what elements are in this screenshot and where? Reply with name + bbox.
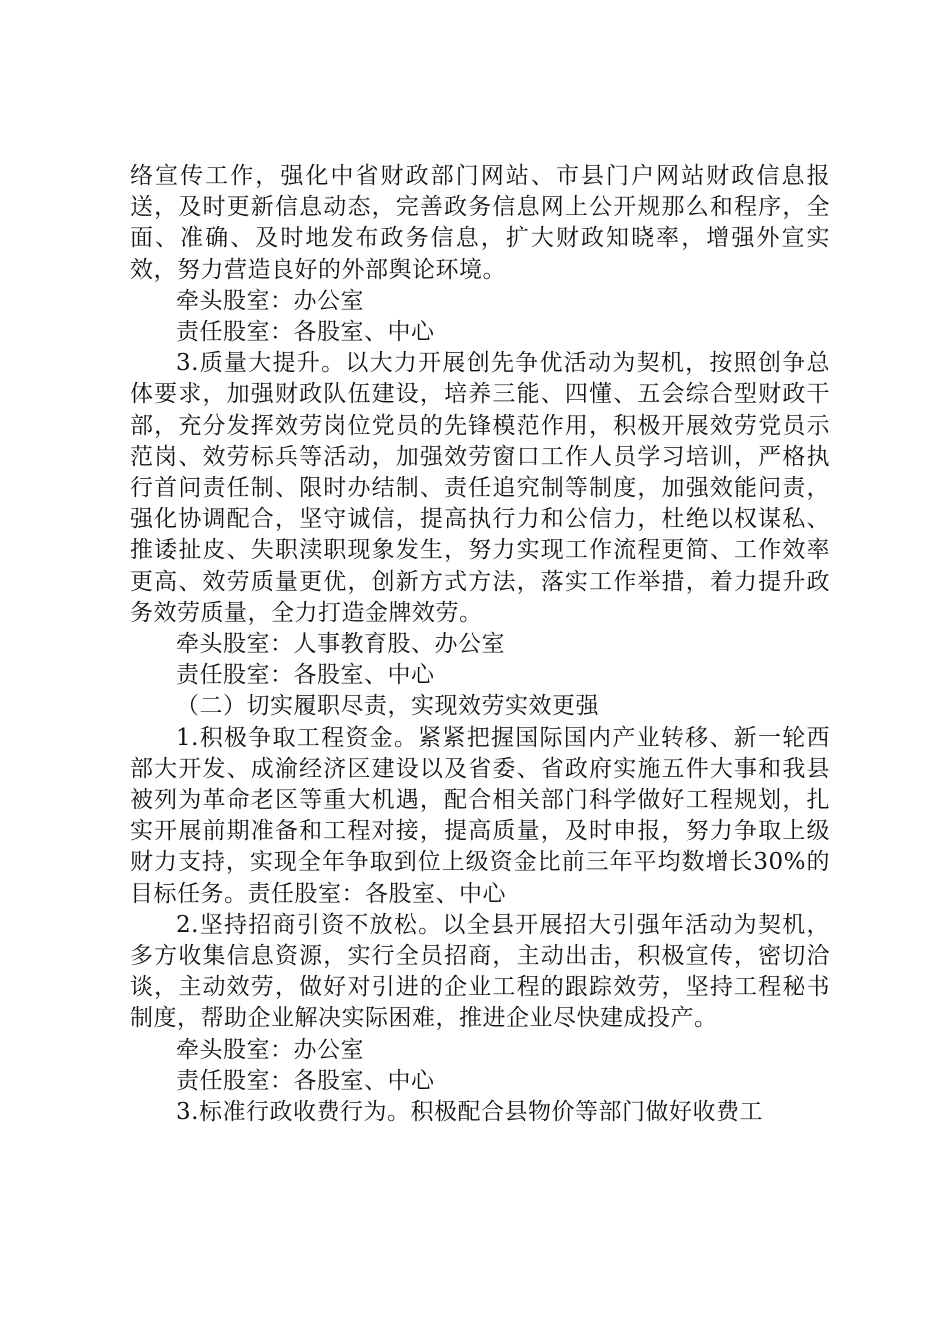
responsible-office-line: 责任股室：各股室、中心 [176, 662, 435, 689]
lead-office-line: 牵头股室：办公室 [176, 1036, 364, 1063]
paragraph: 2.坚持招商引资不放松。以全县开展招大引强年活动为契机，多方收集信息资源，实行全员招商，主动出击，积极宣传，密切洽谈，主动效劳，做好对引进的企业工程的跟踪效劳，坚持工程秘书制度，帮助企业解决实际困难，推进企业尽快建成投产。 [130, 911, 830, 1032]
lead-office-line: 牵头股室：办公室 [176, 287, 364, 314]
paragraph: 3.质量大提升。以大力开展创先争优活动为契机，按照创争总体要求，加强财政队伍建设，培养三能、四懂、五会综合型财政干部，充分发挥效劳岗位党员的先锋模范作用，积极开展效劳党员示范岗、效劳标兵等活动，加强效劳窗口工作人员学习培训，严格执行首问责任制、限时办结制、责任追究制等制度，加强效能问责，强化协调配合，坚守诚信，提高执行力和公信力，杜绝以权谋私、推诿扯皮、失职渎职现象发生，努力实现工作流程更简、工作效率更高、效劳质量更优，创新方式方法，落实工作举措，着力提升政务效劳质量，全力打造金牌效劳。 [130, 350, 830, 626]
document-body [130, 161, 830, 1128]
paragraph: 络宣传工作，强化中省财政部门网站、市县门户网站财政信息报送，及时更新信息动态，完善政务信息网上公开规那么和程序，全面、准确、及时地发布政务信息，扩大财政知晓率，增强外宣实效，努力营造良好的外部舆论环境。 [130, 163, 830, 283]
section-heading: （二）切实履职尽责，实现效劳实效更强 [176, 693, 599, 720]
responsible-office-line: 责任股室：各股室、中心 [176, 1067, 435, 1094]
paragraph: 3.标准行政收费行为。积极配合县物价等部门做好收费工 [176, 1099, 763, 1126]
lead-office-line: 牵头股室：人事教育股、办公室 [176, 631, 505, 658]
responsible-office-line: 责任股室：各股室、中心 [176, 319, 435, 346]
paragraph: 1.积极争取工程资金。紧紧把握国际国内产业转移、新一轮西部大开发、成渝经济区建设以及省委、省政府实施五件大事和我县被列为革命老区等重大机遇，配合相关部门科学做好工程规划，扎实开展前期准备和工程对接，提高质量，及时申报，努力争取上级财力支持，实现全年争取到位上级资金比前三年平均数增长30%的目标任务。责任股室：各股室、中心 [130, 724, 830, 907]
